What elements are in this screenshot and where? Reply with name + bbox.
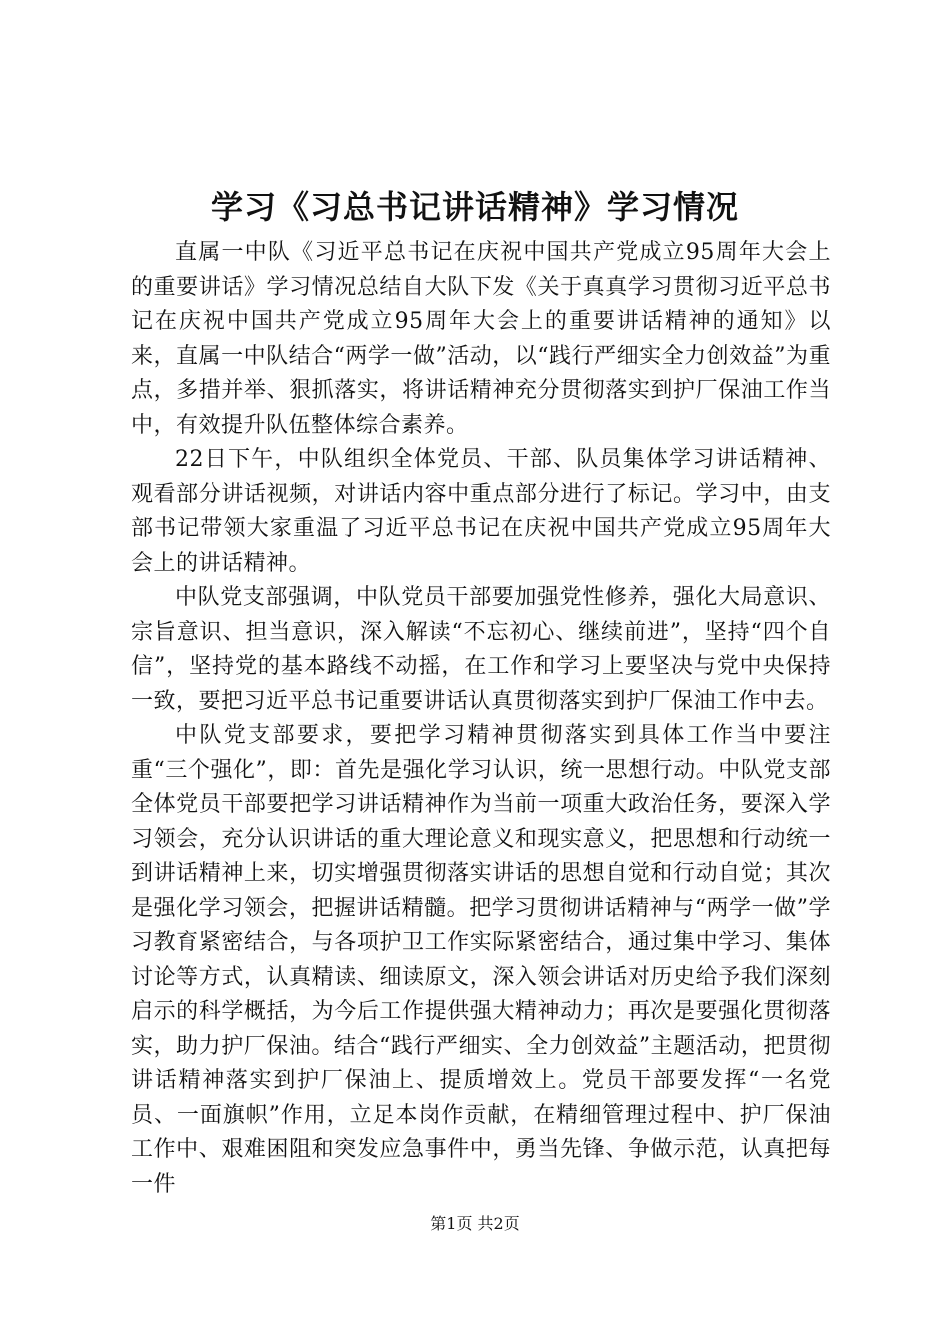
page-footer: 第1页 共2页 (430, 1214, 520, 1233)
paragraph-branch-requirements: 中队党支部要求，要把学习精神贯彻落实到具体工作当中要注重“三个强化”，即：首先是强化学习认识，统一思想行动。中队党支部全体党员干部要把学习讲话精神作为当前一项重大政治任务，要深入学习领会，充分认识讲话的重大理论意义和现实意义，把思想和行动统一到讲话精神上来，切实增强贯彻落实讲话的思想自觉和行动自觉；其次是强化学习领会，把握讲话精髓。把学习贯彻讲话精神与“两学一做”学习教育紧密结合，与各项护卫工作实际紧密结合，通过集中学习、集体讨论等方式，认真精读、细读原文，深入领会讲话对历史给予我们深刻启示的科学概括，为今后工作提供强大精神动力；再次是要强化贯彻落实，助力护厂保油。结合“践行严细实、全力创效益”主题活动，把贯彻讲话精神落实到护厂保油上、提质增效上。党员干部要发挥“一名党员、一面旗帜”作用，立足本岗作贡献，在精细管理过程中、护厂保油工作中、艰难困阻和突发应急事件中，勇当先锋、争做示范，认真把每一件 (131, 723, 831, 1197)
paragraph-branch-emphasis: 中队党支部强调，中队党员干部要加强党性修养，强化大局意识、宗旨意识、担当意识，深入解读“不忘初心、继续前进”，坚持“四个自信”，坚持党的基本路线不动摇，在工作和学习上要坚决与党中央保持一致，要把习近平总书记重要讲话认真贯彻落实到护厂保油工作中去。 (131, 585, 831, 714)
document-body (131, 236, 831, 1202)
paragraph-intro: 直属一中队《习近平总书记在庆祝中国共产党成立95周年大会上的重要讲话》学习情况总结自大队下发《关于真真学习贯彻习近平总书记在庆祝中国共产党成立95周年大会上的重要讲话精神的通知》以来，直属一中队结合“两学一做”活动，以“践行严细实全力创效益”为重点，多措并举、狠抓落实，将讲话精神充分贯彻落实到护厂保油工作当中，有效提升队伍整体综合素养。 (131, 240, 831, 438)
paragraph-study-session: 22日下午，中队组织全体党员、干部、队员集体学习讲话精神、观看部分讲话视频，对讲话内容中重点部分进行了标记。学习中，由支部书记带领大家重温了习近平总书记在庆祝中国共产党成立95周年大会上的讲话精神。 (131, 447, 831, 576)
document-title: 学习《习总书记讲话精神》学习情况 (210, 188, 739, 226)
